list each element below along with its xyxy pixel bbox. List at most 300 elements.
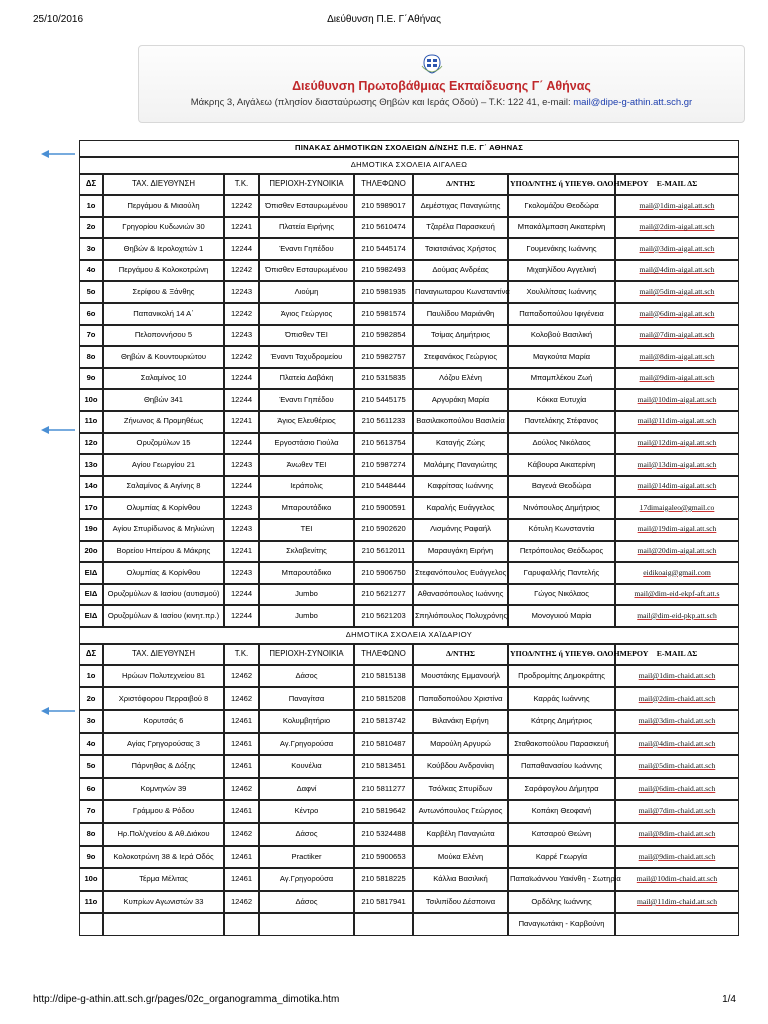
cell-deputy-director: Βαγενά Θεοδώρα [508,476,615,498]
left-arrow-icon[interactable] [40,425,76,435]
cell-deputy-director: Προδρομίτης Δημοκράτης [508,665,615,688]
school-email-link[interactable]: mail@2dim-aigal.att.sch [639,222,715,232]
cell-school-number: 3ο [79,238,103,260]
cell-area: Όπισθεν Εσταυρωμένου [259,195,354,217]
cell-school-number: 13ο [79,454,103,476]
section-title-row [79,627,739,644]
cell-school-email [615,665,739,688]
cell-postal-code: 12242 [224,260,259,282]
cell-phone: 210 5900591 [354,497,413,519]
cell-deputy-director: Μονογυιού Μαρία [508,605,615,627]
cell-school-number: 9ο [79,368,103,390]
header-banner [138,45,745,123]
school-email-link[interactable]: mail@20dim-aigal.att.sch [637,546,717,556]
cell-phone: 210 5981935 [354,281,413,303]
cell-director: Στεφανόπουλος Ευάγγελος [413,562,508,584]
cell-area: Αγ.Γρηγορούσα [259,733,354,756]
cell-director: Μουστάκης Εμμανουήλ [413,665,508,688]
cell-area: Δάσος [259,823,354,846]
table-row [79,710,739,733]
school-email-link[interactable]: mail@1dim-chaid.att.sch [638,670,716,680]
column-header-postal-code: Τ.Κ. [224,174,259,195]
cell-school-number: 7ο [79,325,103,347]
school-email-link[interactable]: mail@2dim-chaid.att.sch [638,693,716,703]
cell-deputy-director: Γουμενάκης Ιωάννης [508,238,615,260]
cell-postal-address: Πελοποννήσου 5 [103,325,224,347]
cell-phone: 210 5813451 [354,755,413,778]
cell-postal-code: 12244 [224,368,259,390]
cell-deputy-director: Παναγιωτάκη - Καρβούνη [508,913,615,936]
cell-school-email [615,346,739,368]
cell-director [413,913,508,936]
cell-postal-code: 12462 [224,823,259,846]
cell-area: Σκλαβενίτης [259,541,354,563]
cell-school-email [615,891,739,914]
cell-deputy-director: Κολοβού Βασιλική [508,325,615,347]
cell-deputy-director: Παντελάκης Στέφανος [508,411,615,433]
column-header-postal-address: ΤΑΧ. ΔΙΕΥΘΥΝΣΗ [103,174,224,195]
cell-area: Δαφνί [259,778,354,801]
school-email-link[interactable]: mail@5dim-aigal.att.sch [639,286,715,296]
cell-school-number: 14ο [79,476,103,498]
directorate-title: Διεύθυνση Πρωτοβάθμιας Εκπαίδευσης Γ΄ Αθήνας [292,79,591,93]
cell-director: Μούκα Ελένη [413,846,508,869]
cell-area: Μπαρουτάδικο [259,562,354,584]
cell-phone: 210 5906750 [354,562,413,584]
cell-postal-code: 12244 [224,389,259,411]
table-title-row [79,140,739,157]
cell-director: Βασιλακοπούλου Βασιλεία [413,411,508,433]
column-header-row [79,174,739,195]
cell-postal-address: Βορείου Ηπείρου & Μάκρης [103,541,224,563]
cell-postal-address: Αγίας Γρηγορούσας 3 [103,733,224,756]
cell-area [259,913,354,936]
cell-school-email [615,260,739,282]
cell-phone: 210 5900653 [354,846,413,869]
print-footer [0,994,768,1006]
cell-school-number: 6ο [79,303,103,325]
table-row [79,733,739,756]
cell-postal-address: Ορυζομύλων & Ιασίου (αυτισμού) [103,584,224,606]
column-header-deputy-director: ΥΠΟΔ/ΝΤΗΣ ή ΥΠΕΥΘ. ΟΛΟΗΜΕΡΟΥ [508,174,615,195]
cell-director: Βιλανάκη Ειρήνη [413,710,508,733]
print-title: Διεύθυνση Π.Ε. Γ΄Αθήνας [327,14,441,25]
school-email-link[interactable]: mail@9dim-aigal.att.sch [639,373,715,383]
cell-school-email [615,368,739,390]
table-row [79,195,739,217]
cell-school-email [615,519,739,541]
cell-school-email [615,846,739,869]
cell-school-number: 11ο [79,411,103,433]
cell-postal-code: 12241 [224,541,259,563]
table-row [79,281,739,303]
table-row [79,303,739,325]
cell-deputy-director: Δούλος Νικόλαος [508,433,615,455]
cell-postal-address: Περγάμου & Μιαούλη [103,195,224,217]
cell-deputy-director: Κοπάκη Θεοφανή [508,800,615,823]
cell-area: Jumbo [259,584,354,606]
cell-phone: 210 5815208 [354,687,413,710]
cell-school-email [615,733,739,756]
cell-phone: 210 5445174 [354,238,413,260]
school-email-link[interactable]: mail@dim-eid-pkp.att.sch [637,610,717,620]
school-email-link[interactable]: mail@6dim-aigal.att.sch [639,308,715,318]
directorate-email-link[interactable]: mail@dipe-g-athin.att.sch.gr [573,97,693,108]
cell-director: Κάλλια Βασιλική [413,868,508,891]
cell-director: Τσόλκας Σπυρίδων [413,778,508,801]
table-title: ΠΙΝΑΚΑΣ ΔΗΜΟΤΙΚΩΝ ΣΧΟΛΕΙΩΝ Δ/ΝΣΗΣ Π.Ε. Γ΄ ΑΘΗΝΑΣ [79,140,739,157]
cell-postal-code: 12462 [224,687,259,710]
cell-director: Στεφανάκος Γεώργιος [413,346,508,368]
cell-phone: 210 5610474 [354,217,413,239]
column-header-director: Δ/ΝΤΗΣ [413,644,508,665]
cell-postal-address: Ηρώων Πολυτεχνείου 81 [103,665,224,688]
cell-postal-code: 12462 [224,891,259,914]
cell-deputy-director: Παπαδοπούλου Ιφιγένεια [508,303,615,325]
school-email-link[interactable]: mail@7dim-aigal.att.sch [639,330,715,340]
table-row [79,519,739,541]
cell-director: Λόζου Ελένη [413,368,508,390]
cell-school-email [615,454,739,476]
cell-school-email [615,476,739,498]
school-email-link[interactable]: mail@9dim-chaid.att.sch [638,851,716,861]
school-email-link[interactable]: mail@dim-eid-ekpf-aft.att.s [634,589,720,599]
cell-postal-address: Γρηγορίου Κυδωνιών 30 [103,217,224,239]
school-email-link[interactable]: 17dimaigaleo@gmail.co [639,502,715,512]
table-row [79,217,739,239]
cell-deputy-director: Σταθακοπούλου Παρασκευή [508,733,615,756]
cell-postal-address: Ολυμπίας & Κορίνθου [103,562,224,584]
column-header-director: Δ/ΝΤΗΣ [413,174,508,195]
cell-area: Κουνέλια [259,755,354,778]
cell-school-number: 5ο [79,755,103,778]
schools-table [79,140,739,936]
cell-postal-address: Παπανικολή 14 Α΄ [103,303,224,325]
cell-school-email [615,195,739,217]
cell-postal-address: Γράμμου & Ρόδου [103,800,224,823]
cell-area: Παναγίτσα [259,687,354,710]
cell-area: Λιούμη [259,281,354,303]
cell-school-number: 8ο [79,823,103,846]
cell-school-email [615,238,739,260]
cell-phone: 210 5621203 [354,605,413,627]
school-email-link[interactable]: mail@12dim-aigal.att.sch [637,438,717,448]
cell-school-number: 3ο [79,710,103,733]
school-email-link[interactable]: mail@8dim-chaid.att.sch [638,829,716,839]
cell-area: Έναντι Γηπέδου [259,238,354,260]
cell-director: Καραλής Ευάγγελος [413,497,508,519]
section-title: ΔΗΜΟΤΙΚΑ ΣΧΟΛΕΙΑ ΧΑΪΔΑΡΙΟΥ [79,627,739,644]
cell-postal-code: 12244 [224,433,259,455]
cell-area: Μπαρουτάδικο [259,497,354,519]
cell-phone: 210 5315835 [354,368,413,390]
cell-postal-address: Θηβών 341 [103,389,224,411]
school-email-link[interactable]: mail@7dim-chaid.att.sch [638,806,716,816]
cell-area: Όπισθεν Εσταυρωμένου [259,260,354,282]
table-row [79,755,739,778]
cell-school-number: 10ο [79,868,103,891]
cell-postal-address [103,913,224,936]
cell-school-email [615,605,739,627]
cell-area: Άνωθεν ΤΕΙ [259,454,354,476]
column-header-phone: ΤΗΛΕΦΩΝΟ [354,174,413,195]
cell-deputy-director: Γώγος Νικόλαος [508,584,615,606]
table-row [79,913,739,936]
table-row [79,687,739,710]
cell-school-number: 6ο [79,778,103,801]
cell-postal-address: Θηβών & Ιερολοχιτών 1 [103,238,224,260]
school-email-link[interactable]: mail@11dim-aigal.att.sch [637,416,717,426]
cell-school-email [615,562,739,584]
cell-phone: 210 5611233 [354,411,413,433]
table-row [79,541,739,563]
cell-phone: 210 5613754 [354,433,413,455]
cell-school-number: ΕΙΔ [79,605,103,627]
cell-phone: 210 5817941 [354,891,413,914]
table-row [79,346,739,368]
cell-school-number: 11ο [79,891,103,914]
column-header-area: ΠΕΡΙΟΧΗ-ΣΥΝΟΙΚΙΑ [259,644,354,665]
cell-phone: 210 5982757 [354,346,413,368]
cell-postal-code: 12244 [224,476,259,498]
cell-school-number: 10ο [79,389,103,411]
cell-area: Πλατεία Δαβάκη [259,368,354,390]
cell-school-email [615,433,739,455]
cell-deputy-director: Κότυλη Κωνσταντία [508,519,615,541]
column-header-school-email: E-MAIL ΔΣ [615,644,739,665]
cell-school-email [615,823,739,846]
cell-postal-code: 12243 [224,454,259,476]
table-row [79,562,739,584]
cell-phone: 210 5902620 [354,519,413,541]
cell-postal-code: 12243 [224,519,259,541]
cell-phone: 210 5810487 [354,733,413,756]
cell-director: Αθανασόπουλος Ιωάννης [413,584,508,606]
cell-director: Λισμάνης Ραφαήλ [413,519,508,541]
cell-area: Δάσος [259,665,354,688]
cell-director: Αργυράκη Μαρία [413,389,508,411]
cell-postal-code: 12462 [224,665,259,688]
left-arrow-icon[interactable] [40,149,76,159]
cell-deputy-director: Καρρέ Γεωργία [508,846,615,869]
school-email-link[interactable]: mail@4dim-aigal.att.sch [639,265,715,275]
cell-postal-address: Αγίου Σπυρίδωνος & Μηλιώνη [103,519,224,541]
school-email-link[interactable]: mail@14dim-aigal.att.sch [637,481,717,491]
cell-school-email [615,497,739,519]
cell-postal-address: Χριστόφορου Περραιβού 8 [103,687,224,710]
cell-postal-address: Ηρ.Πολ/χνείου & Αθ.Διάκου [103,823,224,846]
table-row [79,238,739,260]
cell-postal-address: Πάρνηθας & Δόξης [103,755,224,778]
school-email-link[interactable]: mail@13dim-aigal.att.sch [637,459,717,469]
cell-postal-code: 12462 [224,778,259,801]
cell-director: Τζαρέλα Παρασκευή [413,217,508,239]
cell-director: Μαραυγάκη Ειρήνη [413,541,508,563]
cell-area: Έναντι Ταχυδρομείου [259,346,354,368]
cell-area: Practiker [259,846,354,869]
cell-school-email [615,325,739,347]
cell-director: Κούβδου Ανδρονίκη [413,755,508,778]
table-row [79,891,739,914]
cell-phone [354,913,413,936]
school-email-link[interactable]: mail@19dim-aigal.att.sch [637,524,717,534]
cell-school-number: 4ο [79,260,103,282]
cell-deputy-director: Κατσαρού Θεώνη [508,823,615,846]
table-row [79,800,739,823]
cell-deputy-director: Παπαθανασίου Ιωάννης [508,755,615,778]
cell-postal-code: 12461 [224,800,259,823]
cell-school-number: 17ο [79,497,103,519]
cell-deputy-director: Καρράς Ιωάννης [508,687,615,710]
table-row [79,368,739,390]
column-header-school-email: E-MAIL ΔΣ [615,174,739,195]
cell-deputy-director: Σαράφογλου Δήμητρα [508,778,615,801]
cell-area: Πλατεία Ειρήνης [259,217,354,239]
cell-deputy-director: Ορδόλης Ιωάννης [508,891,615,914]
school-email-link[interactable]: mail@10dim-aigal.att.sch [637,394,717,404]
cell-deputy-director: Χουλιλίτσας Ιωάννης [508,281,615,303]
cell-postal-code: 12244 [224,238,259,260]
column-header-postal-code: Τ.Κ. [224,644,259,665]
column-header-phone: ΤΗΛΕΦΩΝΟ [354,644,413,665]
cell-school-email [615,710,739,733]
cell-phone: 210 5448444 [354,476,413,498]
cell-deputy-director: Γκολομάζου Θεοδώρα [508,195,615,217]
cell-school-email [615,303,739,325]
table-row [79,823,739,846]
cell-postal-code: 12243 [224,562,259,584]
cell-deputy-director: Μαγκούτα Μαρία [508,346,615,368]
cell-school-email [615,281,739,303]
cell-phone: 210 5324488 [354,823,413,846]
cell-postal-code: 12242 [224,195,259,217]
cell-school-number: 9ο [79,846,103,869]
cell-school-number: 2ο [79,687,103,710]
cell-school-email [615,217,739,239]
cell-phone: 210 5989017 [354,195,413,217]
cell-director: Τσιλιπίδου Δέσποινα [413,891,508,914]
cell-phone: 210 5982854 [354,325,413,347]
cell-postal-address: Θηβών & Κουντουριώτου [103,346,224,368]
print-url: http://dipe-g-athin.att.sch.gr/pages/02c_organogramma_dimotika.htm [33,994,340,1005]
cell-phone: 210 5819642 [354,800,413,823]
cell-school-number: 1ο [79,665,103,688]
cell-phone: 210 5982493 [354,260,413,282]
cell-director: Δεμέστιχας Παναγιώτης [413,195,508,217]
column-header-area: ΠΕΡΙΟΧΗ-ΣΥΝΟΙΚΙΑ [259,174,354,195]
cell-postal-code: 12244 [224,584,259,606]
table-row [79,325,739,347]
column-header-row [79,644,739,665]
cell-postal-address: Κυπρίων Αγωνιστών 33 [103,891,224,914]
cell-deputy-director: Κάτρης Δημήτριος [508,710,615,733]
cell-phone: 210 5621277 [354,584,413,606]
cell-postal-code: 12461 [224,733,259,756]
cell-school-number [79,913,103,936]
cell-area: Όπισθεν ΤΕΙ [259,325,354,347]
cell-postal-code: 12243 [224,497,259,519]
cell-postal-address: Σερίφου & Ξάνθης [103,281,224,303]
left-arrow-icon[interactable] [40,706,76,716]
table-row [79,476,739,498]
school-email-link[interactable]: mail@5dim-chaid.att.sch [638,761,716,771]
table-row [79,846,739,869]
cell-school-email [615,778,739,801]
table-row [79,454,739,476]
school-email-link[interactable]: mail@4dim-chaid.att.sch [638,738,716,748]
cell-postal-address: Ζήνωνος & Προμηθέως [103,411,224,433]
cell-postal-address: Κολοκοτρώνη 38 & Ιερά Οδός [103,846,224,869]
cell-school-number: 2ο [79,217,103,239]
cell-director: Τσιατσιάνας Χρήστος [413,238,508,260]
cell-school-email [615,411,739,433]
column-header-school-number: ΔΣ [79,644,103,665]
cell-area: Άγιος Ελευθέριος [259,411,354,433]
school-email-link[interactable]: eidikoaig@gmail.com [643,567,711,577]
table-row [79,584,739,606]
school-email-link[interactable]: mail@11dim-chaid.att.sch [636,896,718,906]
cell-postal-code [224,913,259,936]
cell-postal-code: 12461 [224,846,259,869]
school-email-link[interactable]: mail@6dim-chaid.att.sch [638,783,716,793]
cell-area: Jumbo [259,605,354,627]
cell-director: Αντωνόπουλος Γεώργιος [413,800,508,823]
school-email-link[interactable]: mail@3dim-aigal.att.sch [639,243,715,253]
table-row [79,389,739,411]
cell-postal-code: 12241 [224,411,259,433]
table-row [79,411,739,433]
table-row [79,605,739,627]
cell-postal-address: Κομνηνών 39 [103,778,224,801]
cell-postal-code: 12242 [224,303,259,325]
cell-school-email [615,913,739,936]
table-row [79,778,739,801]
cell-postal-address: Ορυζομύλων & Ιασίου (κινητ.πρ.) [103,605,224,627]
cell-school-number: 20ο [79,541,103,563]
table-row [79,665,739,688]
column-header-postal-address: ΤΑΧ. ΔΙΕΥΘΥΝΣΗ [103,644,224,665]
cell-area: Αγ.Γρηγορούσα [259,868,354,891]
cell-postal-code: 12461 [224,710,259,733]
cell-school-email [615,687,739,710]
cell-deputy-director: Μπακάλμπαση Αικατερίνη [508,217,615,239]
cell-postal-address: Περγάμου & Κολοκοτρώνη [103,260,224,282]
cell-director: Μαρούλη Αργυρώ [413,733,508,756]
cell-school-email [615,541,739,563]
cell-school-number: 1ο [79,195,103,217]
cell-deputy-director: Πετρόπουλος Θεόδωρος [508,541,615,563]
cell-school-number: 19ο [79,519,103,541]
cell-deputy-director: Μπαμπλέκου Ζωή [508,368,615,390]
school-email-link[interactable]: mail@8dim-aigal.att.sch [639,351,715,361]
cell-director: Παπαδοπούλου Χριστίνα [413,687,508,710]
cell-director: Παναγιωταρου Κωνσταντίνα [413,281,508,303]
cell-phone: 210 5811277 [354,778,413,801]
cell-postal-code: 12242 [224,346,259,368]
print-header [0,14,768,26]
school-email-link[interactable]: mail@1dim-aigal.att.sch [639,200,715,210]
cell-phone: 210 5813742 [354,710,413,733]
cell-area: Κέντρο [259,800,354,823]
cell-area: Έναντι Γηπέδου [259,389,354,411]
cell-postal-address: Σαλαμίνος & Αιγίνης 8 [103,476,224,498]
cell-director: Σπηλιόπουλος Πολυχρόνης [413,605,508,627]
school-email-link[interactable]: mail@3dim-chaid.att.sch [638,716,716,726]
cell-director: Τσίμας Δημήτριος [413,325,508,347]
cell-school-email [615,755,739,778]
school-email-link[interactable]: mail@10dim-chaid.att.sch [636,874,718,884]
cell-director: Μαλάμης Παναγιώτης [413,454,508,476]
